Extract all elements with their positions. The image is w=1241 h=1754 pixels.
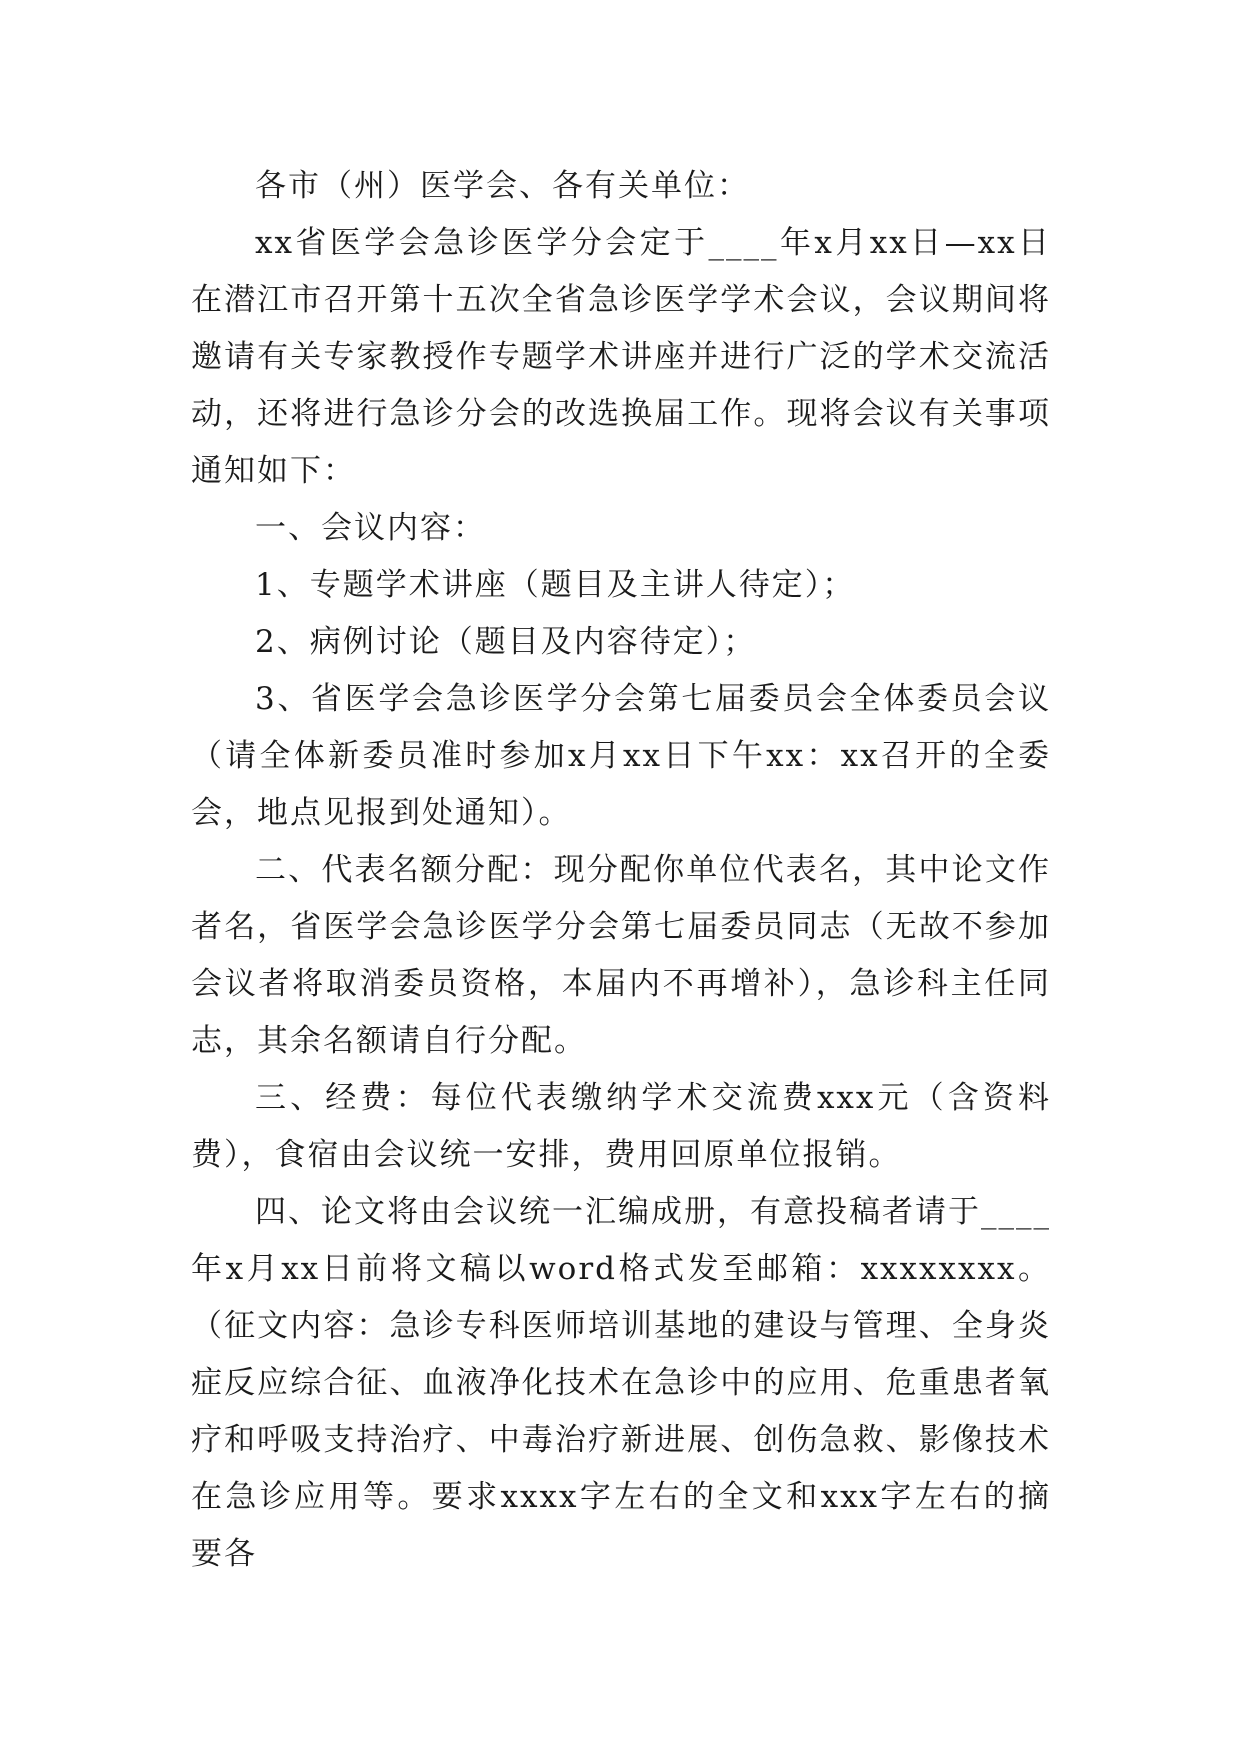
list-item-committee-meeting: 3、省医学会急诊医学分会第七届委员会全体委员会议（请全体新委员准时参加x月xx日下午xx：xx召开的全委会，地点见报到处通知）。 <box>191 681 1051 831</box>
section-expenses: 三、经费：每位代表缴纳学术交流费xxx元（含资料费），食宿由会议统一安排，费用回原单位报销。 <box>191 1080 1051 1173</box>
document-body <box>191 158 1051 1583</box>
section-quota-allocation: 二、代表名额分配：现分配你单位代表名，其中论文作者名，省医学会急诊医学分会第七届委员同志（无故不参加会议者将取消委员资格，本届内不再增补），急诊科主任同志，其余名额请自行分配。 <box>191 852 1051 1059</box>
section-papers: 四、论文将由会议统一汇编成册，有意投稿者请于____年x月xx日前将文稿以word格式发至邮箱：xxxxxxxx。（征文内容：急诊专科医师培训基地的建设与管理、全身炎症反应综合征、血液净化技术在急诊中的应用、危重患者氧疗和呼吸支持治疗、中毒治疗新进展、创伤急救、影像技术在急诊应用等。要求xxxx字左右的全文和xxx字左右的摘要各 <box>191 1194 1051 1572</box>
salutation: 各市（州）医学会、各有关单位： <box>255 168 750 204</box>
intro-paragraph: xx省医学会急诊医学分会定于____年x月xx日—xx日在潜江市召开第十五次全省急诊医学学术会议，会议期间将邀请有关专家教授作专题学术讲座并进行广泛的学术交流活动，还将进行急诊分会的改选换届工作。现将会议有关事项通知如下： <box>191 225 1051 489</box>
list-item-lecture: 1、专题学术讲座（题目及主讲人待定）； <box>255 567 856 603</box>
section-heading-meeting-content: 一、会议内容： <box>255 510 486 546</box>
list-item-case-discussion: 2、病例讨论（题目及内容待定）； <box>255 624 757 660</box>
